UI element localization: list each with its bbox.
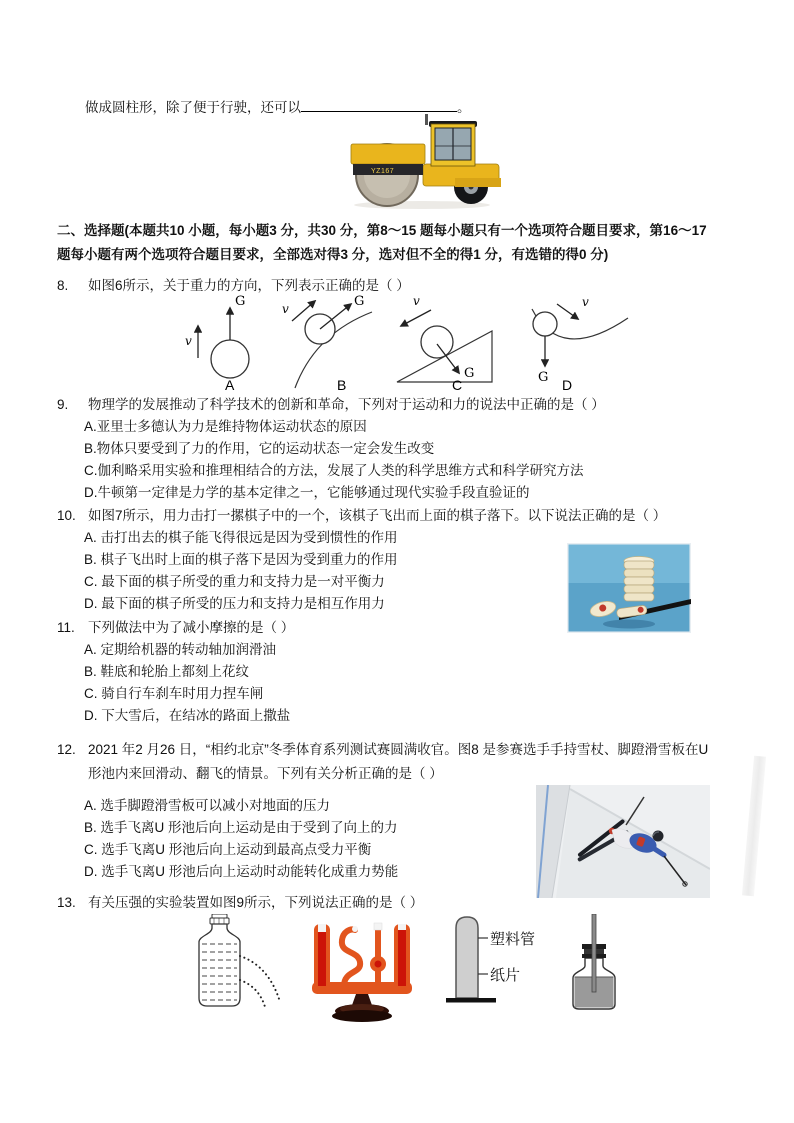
fig6-label-a: A — [225, 377, 235, 393]
q11-option-d: D. 下大雪后，在结冰的路面上撒盐 — [84, 708, 291, 723]
road-roller-image — [337, 112, 507, 210]
fig6-a-g-label: G — [235, 294, 246, 309]
fig6-label-d: D — [562, 377, 573, 393]
paper-label: 纸片 — [490, 967, 521, 984]
q9-option-d: D.牛顿第一定律是力学的基本定律之一，它能够通过现代实验手段直验证的 — [84, 485, 530, 500]
fig6-label-c: C — [452, 377, 463, 393]
q10-number: 10. — [57, 508, 76, 523]
q9-option-a: A.亚里士多德认为力是维持物体运动状态的原因 — [84, 419, 367, 434]
fig6-option-b-diagram — [282, 294, 372, 388]
q12-option-d: D. 选手飞离U 形池后向上运动时动能转化成重力势能 — [84, 864, 399, 879]
fig6-d-v-label: v — [582, 295, 589, 309]
figure-9-bottle-with-straw — [562, 914, 626, 1014]
straw-tube — [592, 914, 596, 992]
section-2-line2: 题每小题有两个选项符合题目要求，全部选对得3 分，选对但不全的得1 分，有选错的得0 分) — [57, 247, 609, 262]
q10-stem: 如图7所示，用力击打一摞棋子中的一个，该棋子飞出而上面的棋子落下。以下说法正确的是（ ） — [88, 508, 667, 523]
q12-number: 12. — [57, 742, 76, 757]
paper-sheet — [446, 998, 496, 1003]
figure-9-plastic-tube — [446, 914, 564, 1010]
q9-stem: 物理学的发展推动了科学技术的创新和革命，下列对于运动和力的说法中正确的是（ ） — [88, 397, 605, 412]
q9-option-c: C.伽利略采用实验和推理相结合的方法，发展了人类的科学思维方式和科学研究方法 — [84, 463, 584, 478]
q10-option-a: A. 击打出去的棋子能飞得很远是因为受到惯性的作用 — [84, 530, 398, 545]
section-2-header — [57, 219, 752, 267]
figure-9-pressure-apparatus — [308, 920, 416, 1025]
q8-number: 8. — [57, 278, 69, 293]
fig6-option-c-diagram — [397, 294, 492, 382]
fig6-label-b: B — [337, 377, 347, 393]
figure-7-chess-photo — [567, 543, 691, 633]
fig6-d-g-label: G — [538, 370, 549, 385]
fig6-b-g-label: G — [354, 294, 365, 309]
q12-option-c: C. 选手飞离U 形池后向上运动到最高点受力平衡 — [84, 842, 372, 857]
q11-option-b: B. 鞋底和轮胎上都刻上花纹 — [84, 664, 250, 679]
s-shaped-tube — [342, 929, 360, 986]
fig6-c-v-label: v — [413, 294, 420, 308]
figure-8-skier-photo — [536, 785, 710, 898]
q12-option-b: B. 选手飞离U 形池后向上运动是由于受到了向上的力 — [84, 820, 398, 835]
section-2-line1: 二、选择题(本题共10 小题，每小题3 分，共30 分，第8～15 题每小题只有一个选项符合题目要求，第16～17 — [57, 223, 707, 238]
fill-blank-text: 做成圆柱形，除了便于行驶，还可以 — [85, 100, 301, 115]
q13-stem: 有关压强的实验装置如图9所示，下列说法正确的是（ ） — [88, 895, 424, 910]
fill-blank-period: 。 — [457, 100, 471, 115]
red-liquid-left — [318, 932, 326, 986]
chess-stack — [624, 557, 654, 602]
q11-option-a: A. 定期给机器的转动轴加润滑油 — [84, 642, 277, 657]
q13-number: 13. — [57, 895, 76, 910]
fig6-b-v-label: v — [282, 302, 289, 316]
fig6-option-a-diagram — [185, 294, 249, 378]
water-stream-upper — [240, 956, 280, 1002]
q12-option-a: A. 选手脚蹬滑雪板可以减小对地面的压力 — [84, 798, 331, 813]
answer-blank[interactable] — [301, 97, 457, 112]
figure-9-bottle-with-holes — [183, 914, 288, 1014]
q9-number: 9. — [57, 397, 69, 412]
q9-option-b: B.物体只要受到了力的作用，它的运动状态一定会发生改变 — [84, 441, 435, 456]
q11-option-c: C. 骑自行车刹车时用力捏车闸 — [84, 686, 264, 701]
q8-stem: 如图6所示，关于重力的方向，下列表示正确的是（ ） — [88, 278, 410, 293]
water-stream-lower — [240, 980, 265, 1007]
plastic-tube-label: 塑料管 — [490, 931, 536, 948]
scan-artifact — [742, 756, 766, 897]
q10-option-c: C. 最下面的棋子所受的重力和支持力是一对平衡力 — [84, 574, 385, 589]
fig6-c-g-label: G — [464, 366, 475, 381]
q12-stem-line2: 形池内来回滑动、翻飞的情景。下列有关分析正确的是（ ） — [88, 766, 443, 781]
q10-option-d: D. 最下面的棋子所受的压力和支持力是相互作用力 — [84, 596, 385, 611]
q10-option-b: B. 棋子飞出时上面的棋子落下是因为受到重力的作用 — [84, 552, 398, 567]
q11-number: 11. — [57, 620, 75, 635]
q12-stem-line1: 2021 年2 月26 日，“相约北京”冬季体育系列测试赛圆满收官。图8 是参赛选手手持雪杖、脚蹬滑雪板在U — [88, 742, 709, 757]
figure-6-gravity-diagrams — [165, 292, 645, 394]
roller-model-label: YZ167 — [371, 168, 395, 175]
red-liquid-right — [398, 930, 406, 986]
q11-stem: 下列做法中为了减小摩擦的是（ ） — [88, 620, 295, 635]
fig6-a-v-label: v — [185, 334, 192, 348]
fig6-option-d-diagram — [532, 295, 628, 385]
